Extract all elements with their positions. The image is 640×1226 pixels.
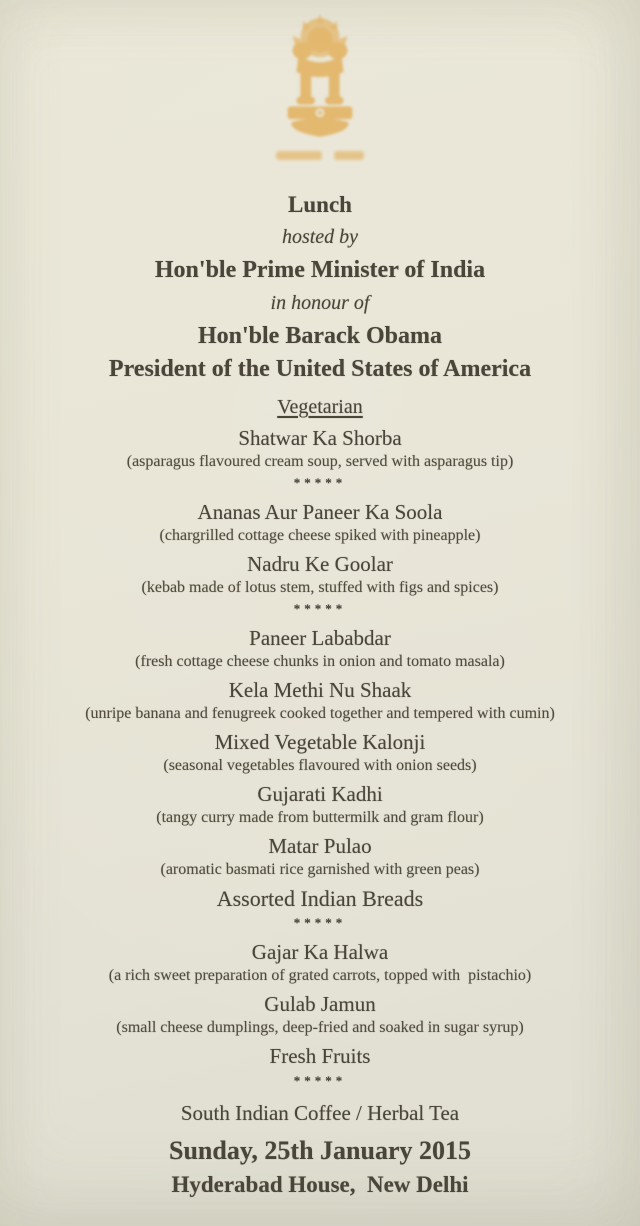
satyameva-jayate-motto (0, 146, 640, 158)
menu-item-kela-methi-nu-shaak (0, 677, 640, 724)
menu-item-description: (tangy curry made from buttermilk and gram flour) (156, 809, 484, 826)
guest-title-line: President of the United States of America (108, 356, 532, 382)
menu-item-name: Gulab Jamun (264, 992, 376, 1016)
menu-item-description: (chargrilled cottage cheese spiked with pineapple) (159, 527, 481, 544)
menu-item-description: (unripe banana and fenugreek cooked together and tempered with cumin) (85, 705, 555, 722)
menu-item-mixed-vegetable-kalonji (0, 729, 640, 776)
host-line: Hon'ble Prime Minister of India (154, 257, 486, 283)
menu-item-name: Shatwar Ka Shorba (238, 426, 402, 450)
menu-item-name: Paneer Lababdar (249, 626, 391, 650)
menu-item-gulab-jamun (0, 991, 640, 1038)
menu-item-ananas-aur-paneer-ka-soola (0, 499, 640, 546)
menu-item-name: Nadru Ke Goolar (247, 552, 393, 576)
menu-item-description: (kebab made of lotus stem, stuffed with figs and spices) (141, 579, 499, 596)
menu-item-description: (asparagus flavoured cream soup, served with asparagus tip) (126, 453, 514, 470)
menu-item-nadru-ke-goolar (0, 551, 640, 598)
motto-word-blob (276, 151, 322, 160)
hosted-by-line: hosted by (281, 226, 359, 248)
course-separator: ***** (293, 915, 347, 930)
menu-item-name: Gujarati Kadhi (257, 782, 383, 806)
course-separator: ***** (293, 601, 347, 616)
menu-item-gajar-ka-halwa (0, 939, 640, 986)
event-venue: Hyderabad House, New Delhi (171, 1172, 469, 1197)
menu-item-description: (fresh cottage cheese chunks in onion and tomato masala) (135, 653, 505, 670)
menu-item-description: (small cheese dumplings, deep-fried and soaked in sugar syrup) (116, 1019, 524, 1036)
menu-item-description: (aromatic basmati rice garnished with green peas) (160, 861, 480, 878)
menu-item-name: Gajar Ka Halwa (251, 940, 389, 964)
menu-item-beverages: South Indian Coffee / Herbal Tea (180, 1101, 460, 1125)
menu-item-name: Kela Methi Nu Shaak (228, 678, 412, 702)
motto-word-blob (334, 151, 364, 160)
menu-item-description: (seasonal vegetables flavoured with onion seeds) (163, 757, 477, 774)
menu-item-name: Mixed Vegetable Kalonji (214, 730, 426, 754)
menu-item-paneer-lababdar (0, 625, 640, 672)
menu-item-name: Matar Pulao (268, 834, 372, 858)
lion-capital-emblem-icon (268, 12, 372, 140)
state-emblem-of-india (0, 12, 640, 164)
menu-footer (0, 1133, 640, 1201)
menu-item-matar-pulao (0, 833, 640, 880)
menu-items (0, 425, 640, 1128)
menu-item-description: (a rich sweet preparation of grated carrots, topped with pistachio) (108, 967, 532, 984)
menu-header (0, 188, 640, 385)
menu-item-gujarati-kadhi (0, 781, 640, 828)
event-date: Sunday, 25th January 2015 (169, 1136, 471, 1165)
guest-line: Hon'ble Barack Obama (197, 323, 443, 349)
course-separator: ***** (293, 475, 347, 490)
menu-item-name: Ananas Aur Paneer Ka Soola (197, 500, 443, 524)
menu-item-fresh-fruits: Fresh Fruits (269, 1044, 371, 1068)
menu-item-shatwar-ka-shorba (0, 425, 640, 472)
section-label-vegetarian: Vegetarian (277, 396, 363, 418)
menu-item-assorted-indian-breads: Assorted Indian Breads (216, 886, 424, 911)
meal-title: Lunch (288, 192, 352, 217)
in-honour-of-line: in honour of (270, 292, 370, 314)
course-separator: ***** (293, 1073, 347, 1088)
